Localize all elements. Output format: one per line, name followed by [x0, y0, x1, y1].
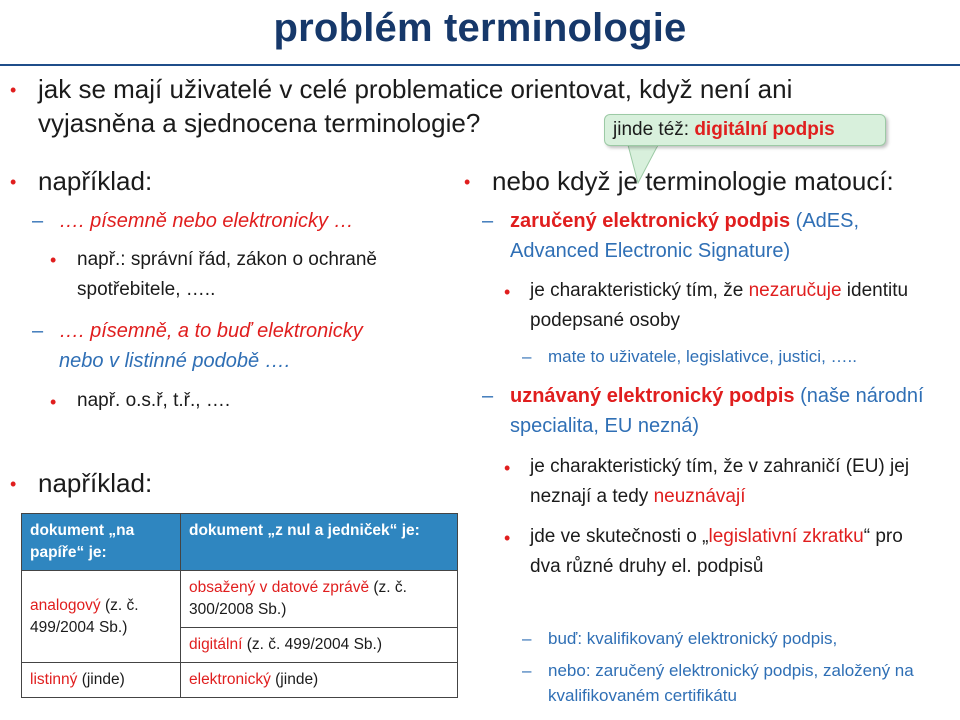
- table-cell: [181, 628, 458, 663]
- page-title: problém terminologie: [273, 6, 687, 50]
- item1-sub: [530, 276, 950, 336]
- item2-text: [510, 381, 930, 441]
- bullet-icon: •: [464, 172, 471, 192]
- table-cell-red: obsažený v datové zprávě: [189, 579, 370, 596]
- item2-sub2-text: jde ve skutečnosti o „: [530, 526, 709, 547]
- callout-prefix: jinde též:: [613, 119, 695, 140]
- table-cell-red: listinný: [30, 671, 78, 688]
- table-cell-red: digitální: [189, 636, 243, 653]
- dash-icon: –: [482, 385, 494, 407]
- item2-sub2-red: legislativní zkratku: [708, 526, 864, 547]
- example2-heading: například:: [38, 468, 153, 498]
- item2-dash-a: buď: kvalifikovaný elektronický podpis,: [548, 629, 838, 648]
- bullet-icon: •: [504, 528, 511, 548]
- callout-box: [604, 114, 886, 146]
- item1-sub-red: nezaručuje: [748, 280, 842, 301]
- item1-note: (AdES, Advanced Electronic Signature): [510, 210, 860, 262]
- example1-dash2-sub: např. o.s.ř, t.ř., ….: [77, 390, 231, 411]
- table-cell-text: (jinde): [77, 671, 125, 688]
- intro-text: jak se mají uživatelé v celé problematice orientovat, když není ani vyjasněna a sjednocena terminologie?: [38, 74, 793, 138]
- table-header-cell: dokument „na papíře“ je:: [22, 514, 181, 571]
- bullet-icon: •: [504, 282, 511, 302]
- callout-highlight: digitální podpis: [694, 119, 835, 140]
- item2-sub1-text: je charakteristický tím, že v zahraničí (EU) jej neznají a tedy: [530, 456, 910, 507]
- item2-dash-b: nebo: zaručený elektronický podpis, založený na kvalifikovaném certifikátu: [548, 661, 914, 705]
- example1-dash1: …. písemně nebo elektronicky …: [59, 210, 354, 232]
- example1-dash2-red: …. písemně, a to buď elektronicky: [59, 320, 363, 342]
- item1-sub-text: je charakteristický tím, že: [530, 280, 749, 301]
- table-header-cell: dokument „z nul a jedniček“ je:: [181, 514, 458, 571]
- table-cell-text: (z. č. 499/2004 Sb.): [242, 636, 383, 653]
- example1-heading: například:: [38, 166, 153, 196]
- example1-dash2: [59, 316, 439, 376]
- bullet-icon: •: [50, 392, 57, 412]
- table-row: [22, 571, 458, 628]
- table-cell: [181, 571, 458, 628]
- example1-dash1-sub: např.: správní řád, zákon o ochraně spotřebitele, …..: [77, 249, 377, 300]
- item2-sub1-red: neuznávají: [653, 486, 746, 507]
- item2-sub2: [530, 522, 920, 582]
- item2-term: uznávaný elektronický podpis: [510, 385, 795, 407]
- item1-sub-text: identitu podepsané osoby: [530, 280, 909, 331]
- table-header-row: [22, 514, 458, 571]
- dash-icon: –: [522, 347, 532, 366]
- bullet-icon: •: [10, 474, 17, 494]
- table-cell-text: (z. č. 499/2004 Sb.): [30, 596, 139, 636]
- table-cell-red: analogový: [30, 596, 101, 614]
- table-row: [22, 663, 458, 698]
- dash-icon: –: [32, 320, 44, 342]
- table-cell: [181, 663, 458, 698]
- title-divider: [0, 64, 960, 66]
- bullet-icon: •: [504, 458, 511, 478]
- table-cell-red: elektronický: [189, 671, 271, 688]
- item2-note: (naše národní specialita, EU nezná): [510, 385, 924, 437]
- bullet-icon: •: [10, 172, 17, 192]
- item2-sub1: [530, 452, 940, 512]
- table-cell-text: (z. č. 300/2008 Sb.): [189, 579, 407, 618]
- example1-dash2-blue: nebo v listinné podobě ….: [59, 350, 291, 372]
- item1-subsub: mate to uživatele, legislativce, justici, …..: [548, 347, 857, 366]
- dash-icon: –: [522, 661, 532, 680]
- dash-icon: –: [522, 629, 532, 648]
- table-cell: [22, 571, 181, 663]
- item2-sub2-text: “ pro dva různé druhy el. podpisů: [530, 526, 903, 577]
- dash-icon: –: [482, 210, 494, 232]
- right-heading: nebo když je terminologie matoucí:: [492, 166, 894, 196]
- terminology-table: [21, 513, 458, 698]
- bullet-icon: •: [50, 250, 57, 270]
- table-cell-text: (jinde): [270, 671, 319, 688]
- item1-text: [510, 206, 930, 266]
- bullet-icon: •: [10, 80, 17, 100]
- table-cell: [22, 663, 181, 698]
- item1-term: zaručený elektronický podpis: [510, 210, 791, 232]
- dash-icon: –: [32, 210, 44, 232]
